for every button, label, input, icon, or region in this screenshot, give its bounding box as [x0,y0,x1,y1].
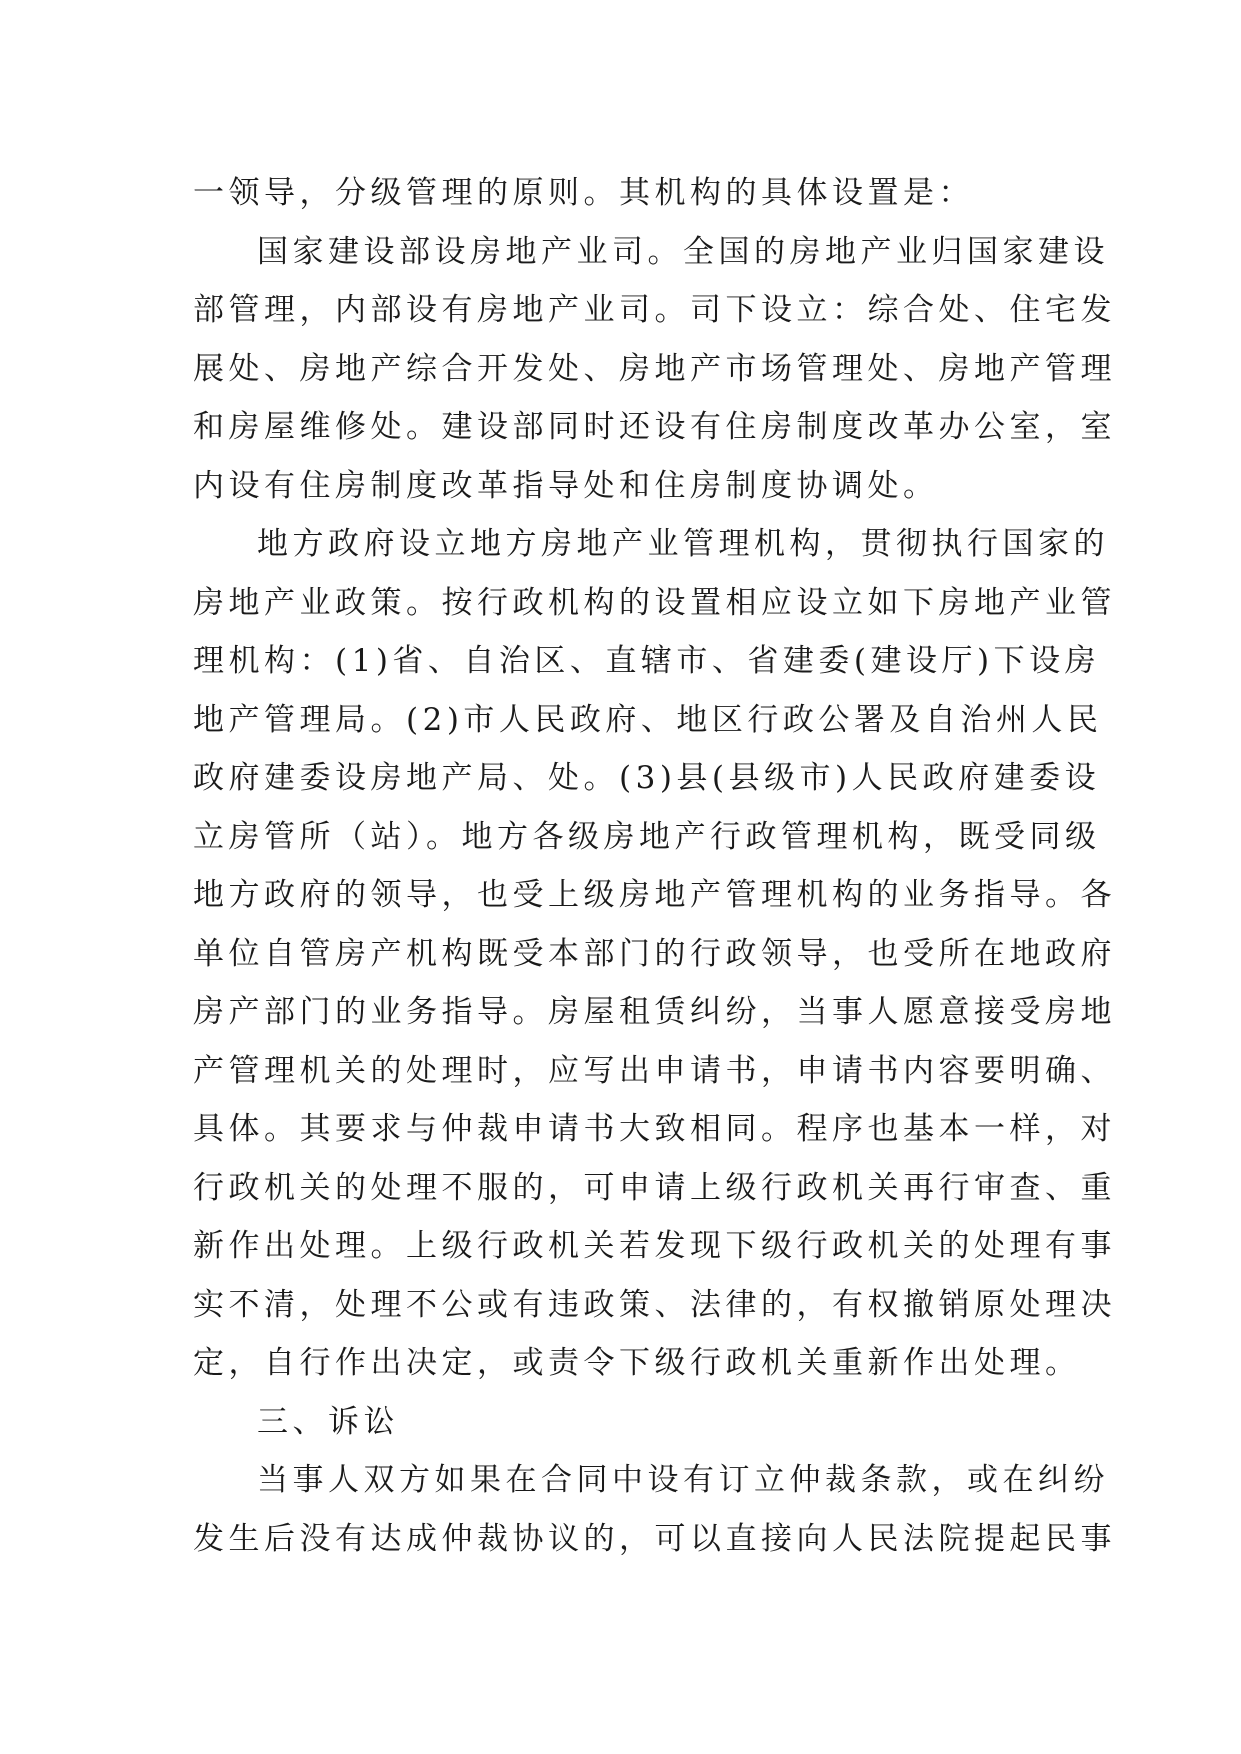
paragraph-first-line: 国家建设部设房地产业司。全国的房地产业归国家建设 [257,233,1109,270]
text-line: 单位自管房产机构既受本部门的行政领导，也受所在地政府 [193,935,1116,972]
text-line: 产管理机关的处理时，应写出申请书，申请书内容要明确、 [193,1052,1116,1089]
text-line: 房地产业政策。按行政机构的设置相应设立如下房地产业管 [193,584,1116,621]
text-line: 地产管理局。(2)市人民政府、地区行政公署及自治州人民 [193,701,1103,738]
text-line: 具体。其要求与仲裁申请书大致相同。程序也基本一样，对 [193,1111,1116,1147]
text-line: 发生后没有达成仲裁协议的，可以直接向人民法院提起民事 [193,1520,1116,1557]
text-line: 行政机关的处理不服的，可申请上级行政机关再行审查、重 [193,1169,1116,1206]
text-line: 房产部门的业务指导。房屋租赁纠纷，当事人愿意接受房地 [193,994,1116,1030]
text-line: 展处、房地产综合开发处、房地产市场管理处、房地产管理 [193,350,1116,387]
text-line: 内设有住房制度改革指导处和住房制度协调处。 [193,467,939,504]
section-heading: 三、诉讼 [257,1403,399,1440]
text-line: 定，自行作出决定，或责令下级行政机关重新作出处理。 [193,1345,1081,1381]
text-line: 政府建委设房地产局、处。(3)县(县级市)人民政府建委设 [193,760,1101,796]
body-text [193,164,1116,1568]
text-line: 新作出处理。上级行政机关若发现下级行政机关的处理有事 [193,1228,1116,1264]
text-line: 立房管所（站）。地方各级房地产行政管理机构，既受同级 [193,818,1101,855]
text-line: 和房屋维修处。建设部同时还设有住房制度改革办公室，室 [193,409,1116,445]
text-line: 一领导，分级管理的原则。其机构的具体设置是： [193,175,974,211]
paragraph-first-line: 地方政府设立地方房地产业管理机构，贯彻执行国家的 [257,526,1109,562]
text-line: 部管理，内部设有房地产业司。司下设立：综合处、住宅发 [193,292,1116,328]
text-line: 理机构：(1)省、自治区、直辖市、省建委(建设厅)下设房 [193,643,1101,679]
text-line: 地方政府的领导，也受上级房地产管理机构的业务指导。各 [193,877,1116,913]
paragraph-first-line: 当事人双方如果在合同中设有订立仲裁条款，或在纠纷 [257,1462,1109,1498]
text-line: 实不清，处理不公或有违政策、法律的，有权撤销原处理决 [193,1286,1116,1323]
